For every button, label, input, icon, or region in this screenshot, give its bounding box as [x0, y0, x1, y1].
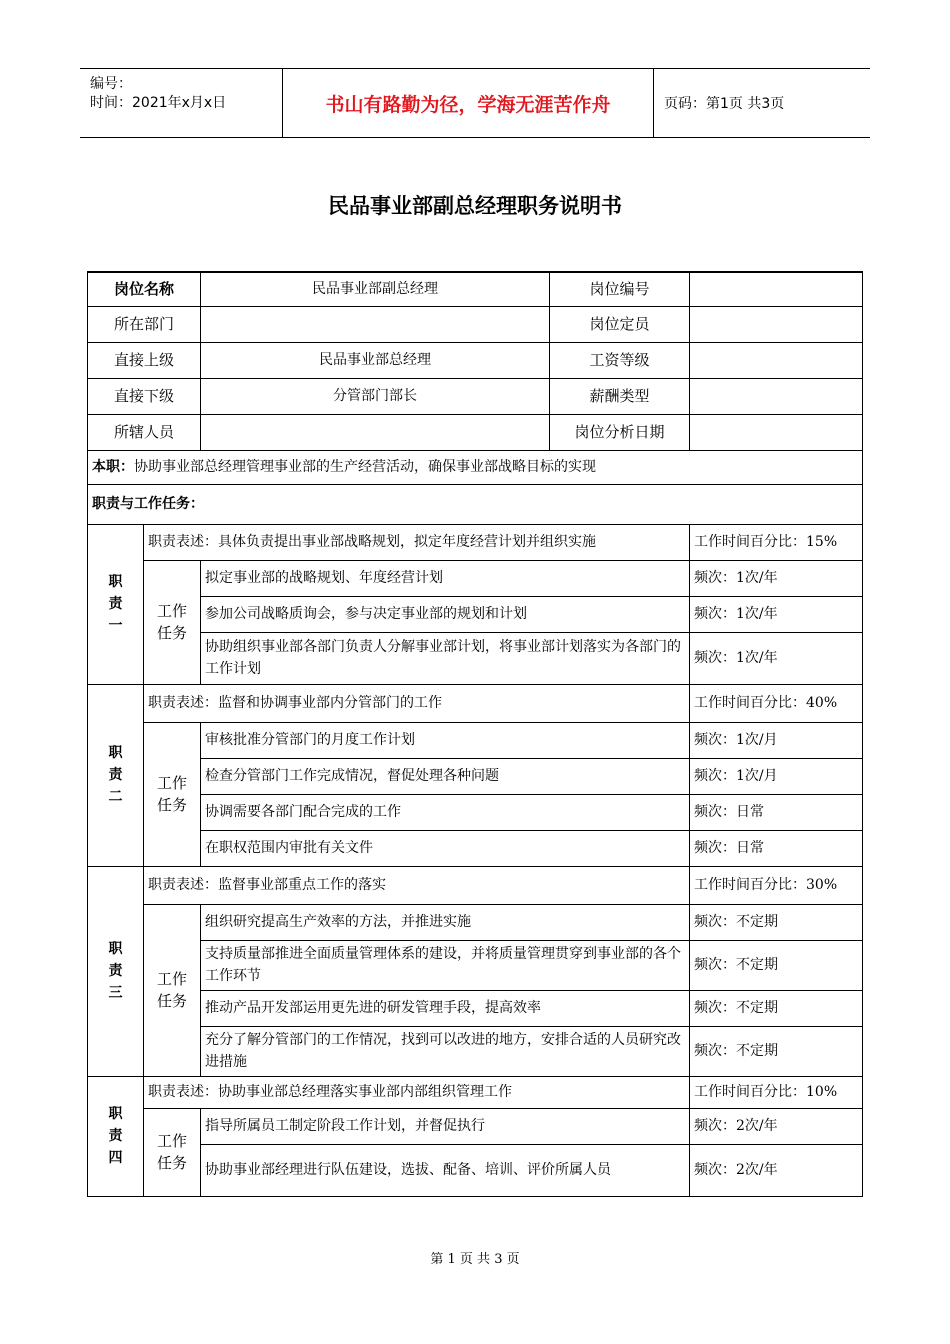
duties-heading: 职责与工作任务： [88, 484, 863, 524]
task-frequency: 频次：2次/年 [690, 1144, 863, 1196]
info-value: 民品事业部总经理 [201, 342, 550, 378]
duty-statement-row [88, 524, 863, 560]
task-frequency: 频次：1次/年 [690, 596, 863, 632]
duty-label-char: 责 [108, 1128, 123, 1144]
task-frequency: 频次：1次/年 [690, 632, 863, 684]
task-frequency: 频次：日常 [690, 830, 863, 866]
task-text: 审核批准分管部门的月度工作计划 [201, 722, 690, 758]
duty-label-char: 职 [108, 745, 123, 761]
duty-section-label [88, 1076, 144, 1196]
duty-time-percent: 工作时间百分比：40% [690, 684, 863, 722]
task-text: 推动产品开发部运用更先进的研发管理手段，提高效率 [201, 990, 690, 1026]
duty-section-label [88, 866, 144, 1076]
duty-summary-row [88, 450, 863, 484]
duty-section-label [88, 524, 144, 684]
duty-label-char: 职 [108, 941, 123, 957]
info-row [88, 342, 863, 378]
duty-label-char: 职 [108, 1106, 123, 1122]
duty-summary-cell [88, 450, 863, 484]
duty-label-char: 责 [108, 596, 123, 612]
task-text: 协调需要各部门配合完成的工作 [201, 794, 690, 830]
info-label: 所在部门 [88, 306, 201, 342]
task-text: 充分了解分管部门的工作情况，找到可以改进的地方，安排合适的人员研究改进措施 [201, 1026, 690, 1076]
duty-time-percent: 工作时间百分比：30% [690, 866, 863, 904]
info-row [88, 306, 863, 342]
info-value: 分管部门部长 [201, 378, 550, 414]
header-page-info: 页码：第1页 共3页 [664, 96, 785, 112]
doc-date: 时间：2021年x月x日 [90, 95, 227, 111]
task-row [88, 722, 863, 758]
duty-statement-row [88, 684, 863, 722]
job-description-table [87, 271, 863, 1197]
duty-label-char: 三 [108, 985, 123, 1001]
task-text: 参加公司战略质询会，参与决定事业部的规划和计划 [201, 596, 690, 632]
work-task-label: 工作 任务 [144, 722, 201, 866]
task-text: 拟定事业部的战略规划、年度经营计划 [201, 560, 690, 596]
info-value [201, 414, 550, 450]
duty-label-char: 责 [108, 767, 123, 783]
info-label: 工资等级 [550, 342, 690, 378]
info-label: 直接上级 [88, 342, 201, 378]
info-label: 岗位分析日期 [550, 414, 690, 450]
info-value [690, 342, 863, 378]
task-frequency: 频次：不定期 [690, 940, 863, 990]
duty-label-char: 二 [108, 789, 123, 805]
info-row [88, 272, 863, 306]
duty-summary-text: 协助事业部总经理管理事业部的生产经营活动，确保事业部战略目标的实现 [134, 459, 596, 475]
duty-statement-row [88, 866, 863, 904]
task-row [88, 940, 863, 990]
duty-label-char: 一 [108, 618, 123, 634]
info-value: 民品事业部副总经理 [201, 272, 550, 306]
task-row [88, 1108, 863, 1144]
page-title: 民品事业部副总经理职务说明书 [328, 194, 622, 218]
task-row [88, 990, 863, 1026]
task-row [88, 1144, 863, 1196]
task-row [88, 758, 863, 794]
info-value [690, 272, 863, 306]
duty-statement: 职责表述：监督和协调事业部内分管部门的工作 [144, 684, 690, 722]
task-text: 组织研究提高生产效率的方法，并推进实施 [201, 904, 690, 940]
task-row [88, 794, 863, 830]
task-frequency: 频次：1次/月 [690, 722, 863, 758]
task-text: 协助事业部经理进行队伍建设，选拔、配备、培训、评价所属人员 [201, 1144, 690, 1196]
page-footer: 第 1 页 共 3 页 [430, 1252, 520, 1267]
task-text: 在职权范围内审批有关文件 [201, 830, 690, 866]
duty-label-char: 责 [108, 963, 123, 979]
duty-summary-label: 本职： [92, 459, 134, 475]
duty-time-percent: 工作时间百分比：15% [690, 524, 863, 560]
work-task-label: 工作 任务 [144, 1108, 201, 1196]
header-motto: 书山有路勤为径，学海无涯苦作舟 [283, 69, 654, 137]
info-value [690, 306, 863, 342]
task-row [88, 596, 863, 632]
task-row [88, 830, 863, 866]
duty-time-percent: 工作时间百分比：10% [690, 1076, 863, 1108]
task-text: 指导所属员工制定阶段工作计划，并督促执行 [201, 1108, 690, 1144]
page-header [80, 68, 870, 138]
header-meta [80, 69, 283, 137]
task-frequency: 频次：1次/年 [690, 560, 863, 596]
info-row [88, 414, 863, 450]
duty-statement: 职责表述：具体负责提出事业部战略规划，拟定年度经营计划并组织实施 [144, 524, 690, 560]
info-label: 岗位编号 [550, 272, 690, 306]
task-row [88, 1026, 863, 1076]
task-frequency: 频次：日常 [690, 794, 863, 830]
task-frequency: 频次：不定期 [690, 1026, 863, 1076]
task-frequency: 频次：2次/年 [690, 1108, 863, 1144]
task-frequency: 频次：不定期 [690, 990, 863, 1026]
doc-number: 编号： [90, 76, 132, 92]
task-row [88, 632, 863, 684]
task-text: 协助组织事业部各部门负责人分解事业部计划，将事业部计划落实为各部门的工作计划 [201, 632, 690, 684]
task-text: 检查分管部门工作完成情况，督促处理各种问题 [201, 758, 690, 794]
duty-statement: 职责表述：协助事业部总经理落实事业部内部组织管理工作 [144, 1076, 690, 1108]
info-value [690, 378, 863, 414]
info-label: 所辖人员 [88, 414, 201, 450]
duty-label-char: 职 [108, 574, 123, 590]
task-row [88, 904, 863, 940]
duty-label-char: 四 [108, 1150, 123, 1166]
work-task-label: 工作 任务 [144, 560, 201, 684]
info-value [690, 414, 863, 450]
duty-statement-row [88, 1076, 863, 1108]
duties-heading-row [88, 484, 863, 524]
task-text: 支持质量部推进全面质量管理体系的建设，并将质量管理贯穿到事业部的各个工作环节 [201, 940, 690, 990]
task-frequency: 频次：1次/月 [690, 758, 863, 794]
info-label: 直接下级 [88, 378, 201, 414]
work-task-label: 工作 任务 [144, 904, 201, 1076]
info-value [201, 306, 550, 342]
info-row [88, 378, 863, 414]
task-frequency: 频次：不定期 [690, 904, 863, 940]
duty-statement: 职责表述：监督事业部重点工作的落实 [144, 866, 690, 904]
info-label: 薪酬类型 [550, 378, 690, 414]
info-label: 岗位定员 [550, 306, 690, 342]
task-row [88, 560, 863, 596]
duty-section-label [88, 684, 144, 866]
info-label: 岗位名称 [88, 272, 201, 306]
